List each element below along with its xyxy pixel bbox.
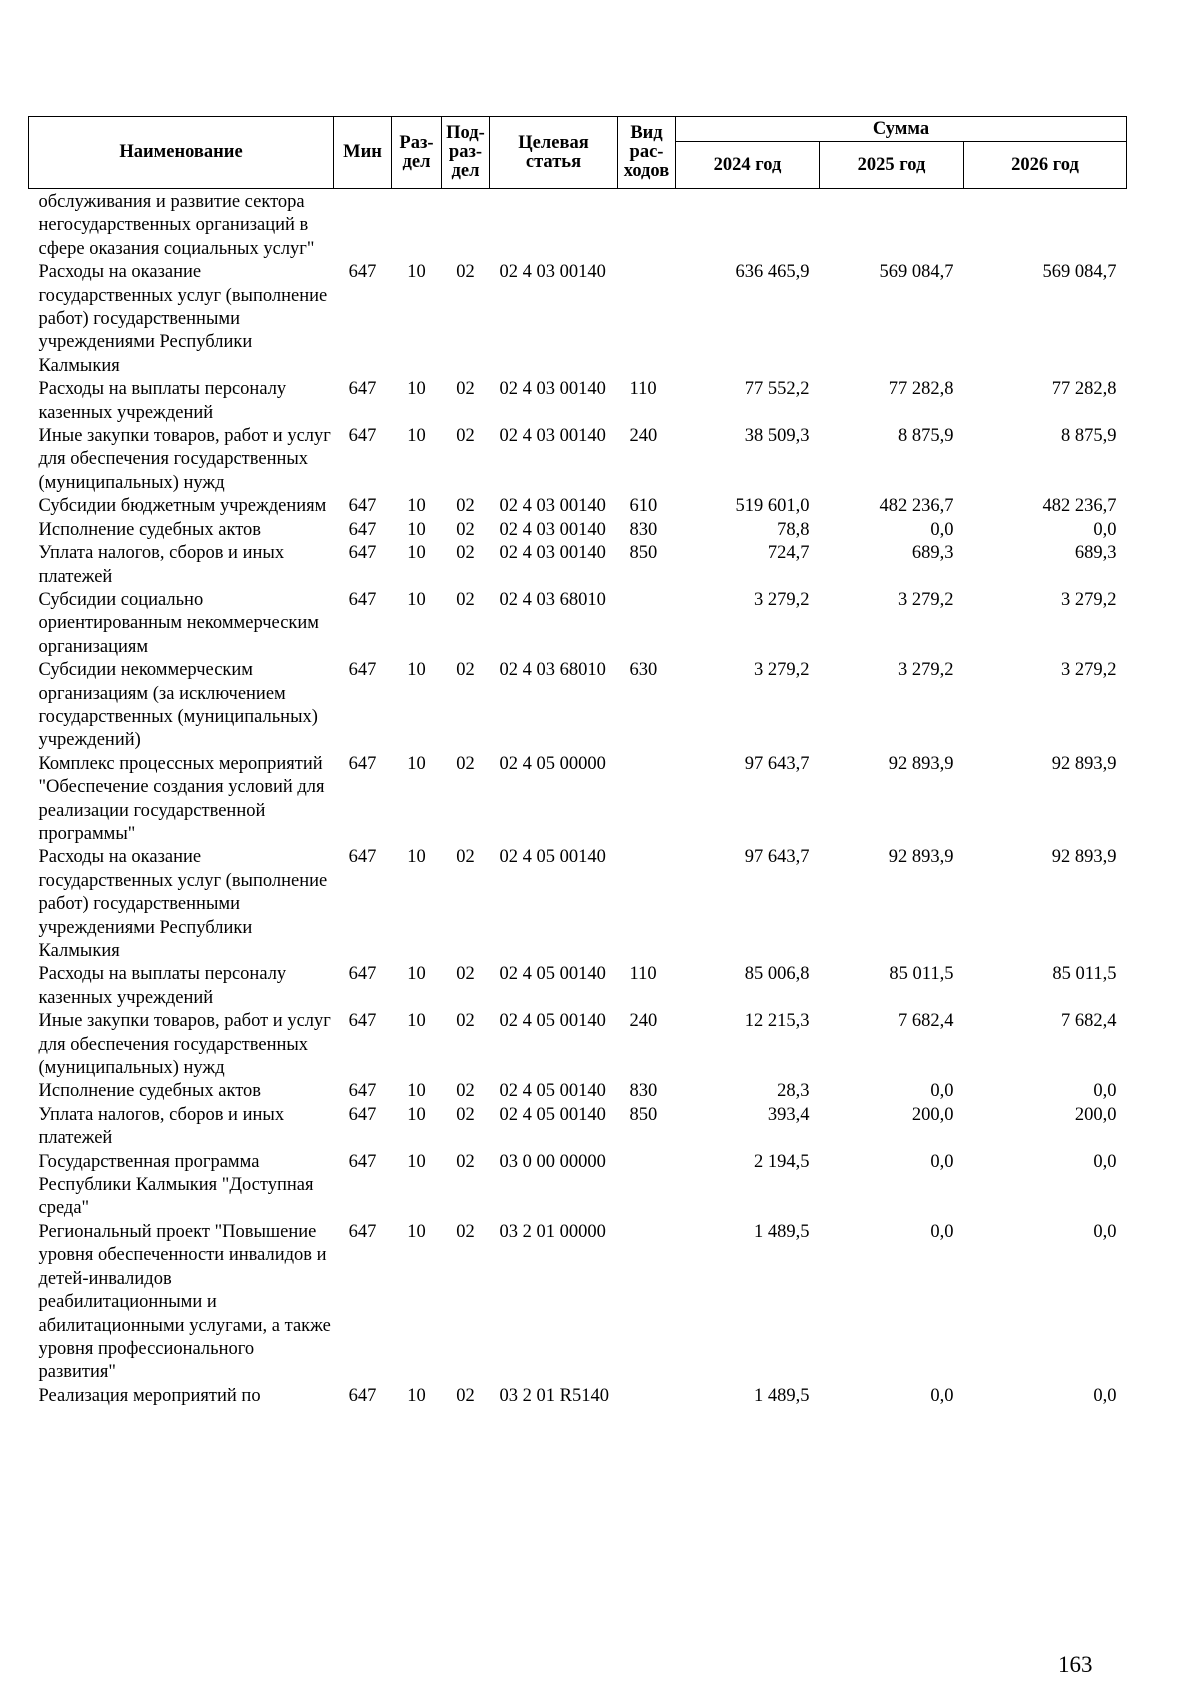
row-razdel: 10	[407, 1011, 426, 1032]
row-target: 03 2 01 R5140	[499, 1385, 609, 1406]
row-name: Государственная программа Республики Калмыкия "Доступная среда"	[38, 1151, 314, 1219]
row-min: 647	[348, 1385, 377, 1406]
row-razdel: 10	[407, 1385, 426, 1406]
row-target: 03 2 01 00000	[499, 1221, 606, 1242]
table-row	[29, 1385, 1127, 1408]
row-name: Региональный проект "Повышение уровня обеспеченности инвалидов и детей-инвалидов реабилитационными и абилитационными услугами, а также уровня профессионального развития"	[38, 1221, 331, 1383]
row-2025: 0,0	[930, 1385, 954, 1406]
row-vid: 830	[629, 519, 658, 540]
page-number: 163	[1058, 1652, 1093, 1677]
row-name: Иные закупки товаров, работ и услуг для обеспечения государственных (муниципальных) нужд	[38, 426, 331, 493]
row-target: 02 4 03 00140	[499, 426, 606, 447]
row-target: 02 4 05 00140	[499, 1104, 606, 1125]
header-vid	[618, 117, 676, 189]
row-vid	[618, 589, 676, 659]
header-podrazdel	[442, 117, 490, 189]
row-min: 647	[348, 543, 377, 564]
row-razdel: 10	[407, 660, 426, 681]
row-2025: 77 282,8	[888, 379, 954, 400]
row-2024: 12 215,3	[744, 1011, 810, 1032]
row-name: Иные закупки товаров, работ и услуг для обеспечения государственных (муниципальных) нужд	[38, 1011, 331, 1079]
row-name: Уплата налогов, сборов и иных платежей	[38, 1104, 285, 1149]
table-row	[29, 753, 1127, 847]
header-sum: Сумма	[676, 117, 1127, 142]
row-min	[334, 189, 392, 262]
table-row	[29, 1080, 1127, 1103]
table-row	[29, 963, 1127, 1010]
header-razdel-text: Раз- дел	[399, 132, 434, 172]
row-target: 03 0 00 00000	[499, 1151, 606, 1172]
row-podrazdel: 02	[456, 660, 475, 681]
row-min: 647	[348, 496, 377, 517]
row-2024: 85 006,8	[744, 964, 810, 985]
row-2024: 28,3	[777, 1081, 810, 1102]
table-body	[29, 189, 1127, 1409]
table-header	[29, 117, 1127, 189]
row-vid: 630	[629, 660, 658, 681]
row-min: 647	[348, 379, 377, 400]
row-2026: 92 893,9	[1051, 847, 1117, 868]
row-2026: 8 875,9	[1061, 426, 1117, 447]
row-min: 647	[348, 1011, 377, 1032]
row-2026: 7 682,4	[1061, 1011, 1117, 1032]
row-podrazdel: 02	[456, 753, 475, 774]
row-name: Расходы на оказание государственных услуг (выполнение работ) государственными учреждениями Республики Калмыкия	[38, 262, 328, 376]
row-2026: 0,0	[1093, 1221, 1117, 1242]
row-2024: 1 489,5	[754, 1221, 810, 1242]
row-2025: 0,0	[930, 1081, 954, 1102]
row-2024: 78,8	[777, 519, 810, 540]
table-row	[29, 542, 1127, 589]
row-2024: 97 643,7	[744, 753, 810, 774]
row-vid: 610	[629, 496, 658, 517]
row-vid: 240	[629, 1011, 658, 1032]
row-min: 647	[348, 1104, 377, 1125]
row-podrazdel: 02	[456, 589, 475, 610]
row-2024: 1 489,5	[754, 1385, 810, 1406]
row-target: 02 4 03 68010	[499, 660, 606, 681]
row-min: 647	[348, 426, 377, 447]
row-razdel: 10	[407, 847, 426, 868]
row-vid: 110	[629, 379, 657, 400]
row-2024: 3 279,2	[754, 589, 810, 610]
table-row	[29, 1221, 1127, 1385]
row-vid	[618, 753, 676, 847]
row-podrazdel: 02	[456, 379, 475, 400]
row-2026: 85 011,5	[1052, 964, 1117, 985]
row-vid	[618, 261, 676, 378]
row-2026: 689,3	[1074, 543, 1117, 564]
row-razdel: 10	[407, 519, 426, 540]
row-target: 02 4 03 00140	[499, 262, 606, 283]
row-vid	[618, 1221, 676, 1385]
row-podrazdel	[442, 189, 490, 262]
header-min: Мин	[334, 117, 392, 189]
row-min: 647	[348, 589, 377, 610]
row-2025: 8 875,9	[898, 426, 954, 447]
row-podrazdel: 02	[456, 1104, 475, 1125]
row-2024: 38 509,3	[744, 426, 810, 447]
row-2024: 77 552,2	[744, 379, 810, 400]
header-name: Наименование	[29, 117, 334, 189]
row-2026: 200,0	[1074, 1104, 1117, 1125]
row-target	[490, 189, 618, 262]
row-podrazdel: 02	[456, 847, 475, 868]
row-min: 647	[348, 753, 377, 774]
row-2026: 0,0	[1093, 519, 1117, 540]
row-min: 647	[348, 262, 377, 283]
table-row	[29, 378, 1127, 425]
table-row	[29, 589, 1127, 659]
row-2026: 0,0	[1093, 1385, 1117, 1406]
row-2025: 92 893,9	[888, 753, 954, 774]
row-min: 647	[348, 660, 377, 681]
row-name: обслуживания и развитие сектора негосударственных организаций в сфере оказания социальных услуг"	[38, 192, 315, 259]
header-razdel	[392, 117, 442, 189]
row-2026: 0,0	[1093, 1151, 1117, 1172]
table-row	[29, 425, 1127, 495]
row-target: 02 4 05 00140	[499, 964, 606, 985]
header-vid-text: Вид рас- ходов	[623, 123, 670, 181]
row-min: 647	[348, 1151, 377, 1172]
row-2026	[964, 189, 1127, 262]
row-razdel	[392, 189, 442, 262]
header-2024: 2024 год	[676, 142, 820, 189]
row-name: Субсидии бюджетным учреждениям	[38, 496, 327, 517]
row-2025	[820, 189, 964, 262]
row-vid: 850	[629, 543, 658, 564]
row-min: 647	[348, 519, 377, 540]
row-2024: 519 601,0	[735, 496, 810, 517]
row-name: Расходы на выплаты персоналу казенных учреждений	[38, 964, 287, 1008]
row-2025: 0,0	[930, 1221, 954, 1242]
row-min: 647	[348, 847, 377, 868]
budget-table	[28, 116, 1127, 1408]
row-razdel: 10	[407, 1221, 426, 1242]
row-name: Субсидии некоммерческим организациям (за исключением государственных (муниципальных) учреждений)	[38, 660, 318, 751]
row-podrazdel: 02	[456, 496, 475, 517]
row-razdel: 10	[407, 496, 426, 517]
table-row	[29, 261, 1127, 378]
table-row	[29, 1151, 1127, 1221]
row-2026: 3 279,2	[1061, 660, 1117, 681]
row-2024: 724,7	[767, 543, 810, 564]
table-row	[29, 495, 1127, 518]
row-razdel: 10	[407, 1104, 426, 1125]
row-podrazdel: 02	[456, 262, 475, 283]
table-row	[29, 1010, 1127, 1080]
row-2025: 0,0	[930, 1151, 954, 1172]
row-podrazdel: 02	[456, 1221, 475, 1242]
row-razdel: 10	[407, 1151, 426, 1172]
row-name: Исполнение судебных актов	[38, 1081, 262, 1102]
row-2025: 7 682,4	[898, 1011, 954, 1032]
header-podrazdel-text: Под- раз- дел	[446, 123, 485, 181]
row-target: 02 4 03 00140	[499, 379, 606, 400]
row-name: Реализация мероприятий по	[38, 1385, 261, 1406]
row-target: 02 4 03 00140	[499, 496, 606, 517]
row-2024	[676, 189, 820, 262]
row-2026: 92 893,9	[1051, 753, 1117, 774]
row-razdel: 10	[407, 964, 426, 985]
row-vid: 850	[629, 1104, 658, 1125]
row-podrazdel: 02	[456, 1385, 475, 1406]
row-vid	[618, 1385, 676, 1408]
table-row	[29, 519, 1127, 542]
row-2024: 97 643,7	[744, 847, 810, 868]
row-2025: 569 084,7	[879, 262, 954, 283]
row-min: 647	[348, 1081, 377, 1102]
row-vid: 110	[629, 964, 657, 985]
row-2026: 0,0	[1093, 1081, 1117, 1102]
row-name: Расходы на выплаты персоналу казенных учреждений	[38, 379, 287, 423]
table-row	[29, 659, 1127, 753]
table-row	[29, 846, 1127, 963]
row-vid: 830	[629, 1081, 658, 1102]
header-2025: 2025 год	[820, 142, 964, 189]
row-podrazdel: 02	[456, 543, 475, 564]
row-2024: 3 279,2	[754, 660, 810, 681]
table-row	[29, 189, 1127, 262]
row-vid	[618, 846, 676, 963]
row-razdel: 10	[407, 543, 426, 564]
row-target: 02 4 03 00140	[499, 519, 606, 540]
row-target: 02 4 03 00140	[499, 543, 606, 564]
row-vid: 240	[629, 426, 658, 447]
header-target-text: Целевая статья	[518, 132, 589, 172]
row-2024: 2 194,5	[754, 1151, 810, 1172]
row-2025: 482 236,7	[879, 496, 954, 517]
row-target: 02 4 05 00140	[499, 1011, 606, 1032]
row-razdel: 10	[407, 426, 426, 447]
row-vid	[618, 189, 676, 262]
row-min: 647	[348, 1221, 377, 1242]
row-2026: 482 236,7	[1042, 496, 1117, 517]
row-min: 647	[348, 964, 377, 985]
row-razdel: 10	[407, 753, 426, 774]
row-name: Исполнение судебных актов	[38, 519, 262, 540]
header-2026: 2026 год	[964, 142, 1127, 189]
row-razdel: 10	[407, 589, 426, 610]
row-2025: 3 279,2	[898, 660, 954, 681]
row-razdel: 10	[407, 379, 426, 400]
row-target: 02 4 05 00140	[499, 1081, 606, 1102]
row-name: Уплата налогов, сборов и иных платежей	[38, 543, 285, 587]
row-target: 02 4 05 00000	[499, 753, 606, 774]
row-2025: 0,0	[930, 519, 954, 540]
row-target: 02 4 03 68010	[499, 589, 606, 610]
row-name: Комплекс процессных мероприятий "Обеспечение создания условий для реализации государственной программы"	[38, 753, 325, 844]
row-name: Субсидии социально ориентированным некоммерческим организациям	[38, 589, 320, 657]
row-podrazdel: 02	[456, 1151, 475, 1172]
row-razdel: 10	[407, 1081, 426, 1102]
row-2024: 393,4	[767, 1104, 810, 1125]
row-2025: 689,3	[911, 543, 954, 564]
row-2025: 200,0	[911, 1104, 954, 1125]
row-2026: 3 279,2	[1061, 589, 1117, 610]
row-2026: 569 084,7	[1042, 262, 1117, 283]
row-podrazdel: 02	[456, 1081, 475, 1102]
row-2025: 92 893,9	[888, 847, 954, 868]
row-podrazdel: 02	[456, 1011, 475, 1032]
row-podrazdel: 02	[456, 964, 475, 985]
row-podrazdel: 02	[456, 426, 475, 447]
row-2025: 85 011,5	[889, 964, 954, 985]
row-2024: 636 465,9	[735, 262, 810, 283]
row-2026: 77 282,8	[1051, 379, 1117, 400]
row-name: Расходы на оказание государственных услуг (выполнение работ) государственными учреждениями Республики Калмыкия	[38, 847, 328, 961]
header-target	[490, 117, 618, 189]
row-razdel: 10	[407, 262, 426, 283]
table-row	[29, 1104, 1127, 1151]
row-target: 02 4 05 00140	[499, 847, 606, 868]
row-podrazdel: 02	[456, 519, 475, 540]
row-vid	[618, 1151, 676, 1221]
row-2025: 3 279,2	[898, 589, 954, 610]
